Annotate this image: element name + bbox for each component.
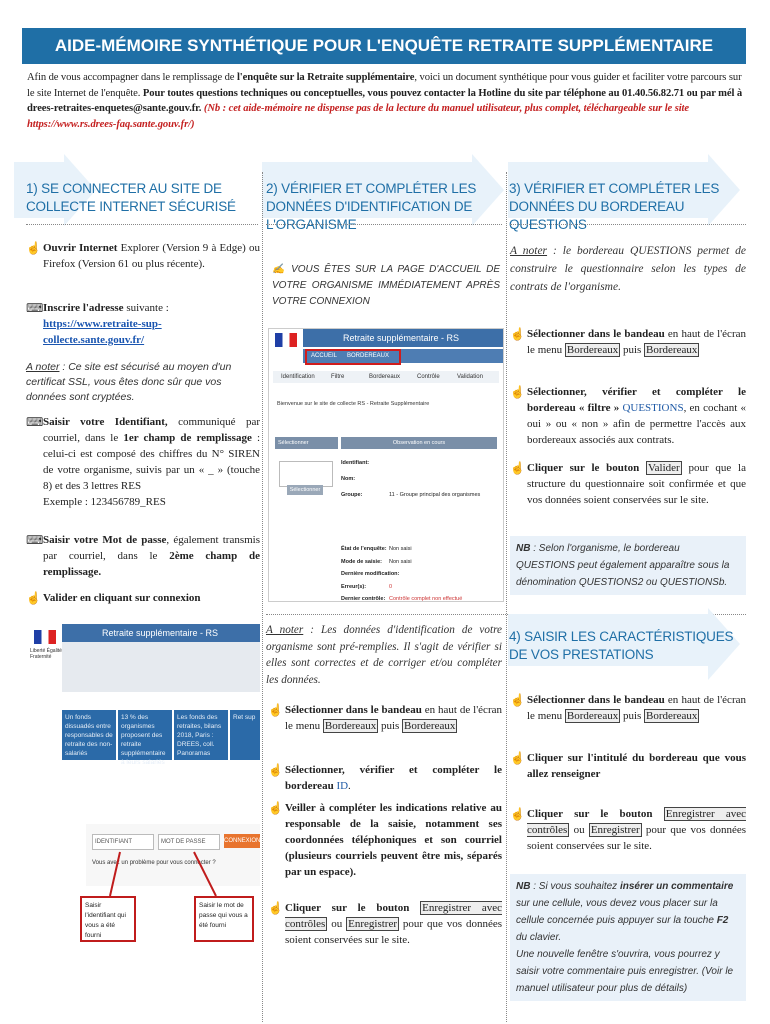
identifier-example: Exemple : 123456789_RES xyxy=(43,496,166,508)
step4-select-bold: Sélectionner dans le bandeau xyxy=(527,694,665,706)
bordereaux-menu-label: Bordereaux xyxy=(324,720,377,732)
bordereaux-submenu-label: Bordereaux xyxy=(404,720,456,732)
detail-value: Non saisi xyxy=(389,546,412,552)
step2-save xyxy=(268,900,502,948)
info-tile: Les fonds des retraites, bilans 2018, Paris : DREES, coll. Panoramas xyxy=(174,710,228,760)
step3-filter-text: , en cochant « oui » ou « non » afin de permettre l'accès aux bordereaux associés aux contrats. xyxy=(527,402,746,446)
step2-select-mid: puis xyxy=(378,720,403,732)
pointing-hand-icon: ☝ xyxy=(268,763,283,777)
section-2-rule xyxy=(266,224,502,225)
keyboard-icon: ⌨ xyxy=(26,301,44,315)
save-with-checks-label: Enregistrer avec contrôles xyxy=(285,902,503,930)
step3-select-text: en haut de l'écran le menu xyxy=(527,328,746,356)
section-2-title: 2) VÉRIFIER ET COMPLÉTER LES DONNÉES D'IDENTIFICATION DE L'ORGANISME xyxy=(266,181,477,232)
nb-label: NB xyxy=(516,881,531,892)
step2-save-or: ou xyxy=(327,918,347,930)
nb-label: NB xyxy=(516,543,531,554)
detail-row xyxy=(341,473,497,489)
step2-verify-bold: Sélectionner, vérifier et compléter le bordereau xyxy=(285,764,502,792)
step-identifier-field: 1er champ de remplissage xyxy=(123,432,252,444)
step4-click-title-bold: Cliquer sur l'intitulé du bordereau que vous allez renseigner xyxy=(527,752,746,780)
detail-label: Identifiant: xyxy=(341,460,370,466)
step2-save-text: pour que vos données soient conservées sur le site. xyxy=(285,918,503,946)
step3-validate xyxy=(510,460,746,508)
section-3-rule xyxy=(510,224,746,225)
bordereaux-menu-label: Bordereaux xyxy=(566,710,619,722)
step3-validate-text: pour que la structure du questionnaire soit confirmée et que vos données soient conservées sur le site. xyxy=(527,462,746,506)
column-divider-1 xyxy=(262,172,263,1022)
section-1-title: 1) SE CONNECTER AU SITE DE COLLECTE INTERNET SÉCURISÉ xyxy=(26,181,236,214)
home-screenshot xyxy=(268,328,504,602)
step4-save-text: pour que vos données soient conservées sur le site. xyxy=(527,824,747,852)
detail-value: 11 - Groupe principal des organismes xyxy=(389,492,481,498)
observation-details xyxy=(341,457,497,602)
login-screenshot xyxy=(26,624,260,954)
ssl-note-text: : Ce site est sécurisé au moyen d'un certificat SSL, vous êtes donc sûr que vos données sont cryptées. xyxy=(26,361,232,403)
pointing-hand-icon: ☝ xyxy=(510,693,525,707)
step-password-bold: Saisir votre Mot de passe xyxy=(43,534,167,546)
intro-nb: (Nb : cet aide-mémoire ne dispense pas de la lecture du manuel utilisateur, plus complet, téléchargeable sur le site https://www.rs.drees-faq.sante.gouv.fr/) xyxy=(27,103,690,130)
bordereau-id-label: ID xyxy=(336,780,349,792)
pointing-hand-icon: ☝ xyxy=(510,751,525,765)
step-open-browser xyxy=(26,240,260,272)
detail-value: 0 xyxy=(389,583,393,590)
detail-label: Groupe: xyxy=(341,492,363,498)
republic-flag-icon xyxy=(275,333,297,347)
select-observation-header: Sélectionner Observation xyxy=(275,437,338,449)
identifier-callout: Saisir l'identifiant qui vous a été fourni xyxy=(80,896,136,942)
detail-label: Erreur(s): xyxy=(341,583,367,590)
tab-validation[interactable]: Validation xyxy=(457,374,483,380)
step-enter-address-bold: Inscrire l'adresse xyxy=(43,302,124,314)
menu-bordereaux[interactable]: BORDEREAUX xyxy=(347,353,390,359)
intro-paragraph xyxy=(27,70,745,132)
nb-text: du clavier. xyxy=(516,932,562,943)
tab-controle[interactable]: Contrôle xyxy=(417,374,440,380)
save-label: Enregistrer xyxy=(590,824,640,836)
home-page-note xyxy=(272,262,500,310)
detail-row xyxy=(341,489,497,543)
step2-select-banner xyxy=(268,702,502,734)
detail-row xyxy=(341,556,497,569)
step2-responsible-bold: Veiller à compléter les indications relative au responsable de la saisie, notamment ses coordonnées téléphoniques et son courriel (plusieurs courriels peuvent être mis, séparés par un espace). xyxy=(285,802,502,878)
home-menu-bar xyxy=(303,349,503,363)
step3-select-mid: puis xyxy=(620,344,645,356)
column-divider-2 xyxy=(506,172,507,1022)
pointing-hand-icon: ☝ xyxy=(510,807,525,821)
detail-label: Dernière modification: xyxy=(341,571,400,577)
step4-select-mid: puis xyxy=(620,710,645,722)
step2-save-bold: Cliquer sur le bouton xyxy=(285,902,410,914)
identifier-input[interactable]: IDENTIFIANT xyxy=(92,834,154,850)
menu-highlight xyxy=(305,349,401,365)
step-password-text: , également transmis par courriel, dans le xyxy=(43,534,260,562)
step4-click-title xyxy=(510,750,746,782)
questions-note-label: A noter xyxy=(510,245,548,257)
tab-identification[interactable]: Identification xyxy=(281,374,315,380)
pointing-hand-icon: ☝ xyxy=(510,461,525,475)
pointing-hand-icon: ☝ xyxy=(268,901,283,915)
info-tile: 13 % des organismes proposent des retraite supplémentaire à leurs salariés xyxy=(118,710,172,760)
hand-writing-icon: ✍ xyxy=(272,264,287,275)
step3-select-banner xyxy=(510,326,746,358)
tab-bordereaux[interactable]: Bordereaux xyxy=(369,374,401,380)
step-identifier-text: communiqué par courriel, dans le xyxy=(43,416,260,444)
step2-responsible xyxy=(268,800,502,880)
step-identifier-bold: Saisir votre Identifiant, xyxy=(43,416,168,428)
save-label: Enregistrer xyxy=(348,918,398,930)
comment-nb xyxy=(510,874,746,1001)
pointing-hand-icon: ☝ xyxy=(268,703,283,717)
republic-motto: Liberté Égalité Fraternité xyxy=(30,648,62,660)
nb-text: : Selon l'organisme, le bordereau QUESTIONS peut également apparaître sous la dénomination QUESTIONS2 ou QUESTIONSb. xyxy=(516,543,730,588)
password-input[interactable]: MOT DE PASSE xyxy=(158,834,220,850)
step-identifier-text-2: : celui-ci est composé des chiffres du N° SIREN de votre organisme, suivis par un « _ » (touche 8) et des 3 lettres RES xyxy=(43,432,261,492)
step4-save xyxy=(510,806,746,854)
pointing-hand-icon: ☝ xyxy=(26,241,41,255)
intro-hotline: Pour toutes questions techniques ou conceptuelles, vous pouvez contacter la Hotline du site par téléphone au 01.40.56.82.71 ou par mél à drees-retraites-enquetes@sante.gouv.fr. xyxy=(27,87,743,114)
detail-value: Contrôle complet non effectué xyxy=(389,596,463,602)
ssl-note-label: A noter xyxy=(26,361,60,373)
workflow-tabs xyxy=(273,371,499,383)
keyboard-icon: ⌨ xyxy=(26,533,44,547)
intro-bold-1: l'enquête sur la Retraite supplémentaire xyxy=(236,72,415,83)
pointing-hand-icon: ☝ xyxy=(268,801,283,815)
intro-text-1: Afin de vous accompagner dans le remplissage de xyxy=(27,72,237,83)
questions-label: QUESTIONS xyxy=(622,402,684,414)
step-validate-bold: Valider en cliquant sur connexion xyxy=(43,592,201,604)
identification-note-label: A noter xyxy=(266,624,304,636)
step3-select-bold: Sélectionner dans le bandeau xyxy=(527,328,665,340)
password-callout: Saisir le mot de passe qui vous a été fourni xyxy=(194,896,254,942)
step4-select-banner xyxy=(510,692,746,724)
select-button[interactable]: Sélectionner xyxy=(287,485,323,495)
bordereaux-submenu-label: Bordereaux xyxy=(646,710,698,722)
section-3-title: 3) VÉRIFIER ET COMPLÉTER LES DONNÉES DU BORDEREAU QUESTIONS xyxy=(509,181,720,232)
step-password-field: 2ème champ de remplissage. xyxy=(43,550,260,578)
step-enter-address xyxy=(26,300,260,348)
home-app-title: Retraite supplémentaire - RS xyxy=(303,329,503,347)
step-enter-identifier xyxy=(26,414,260,510)
login-app-title: Retraite supplémentaire - RS xyxy=(62,624,260,642)
detail-row xyxy=(341,543,497,556)
connexion-button[interactable]: CONNEXION xyxy=(224,834,260,848)
step-open-browser-text: Explorer (Version 9 à Edge) ou Firefox (Version 61 ou plus récente). xyxy=(43,242,260,270)
validate-label: Valider xyxy=(647,462,680,474)
step3-questions-filter xyxy=(510,384,746,448)
questions-note xyxy=(510,242,746,296)
detail-label: Mode de saisie: xyxy=(341,558,382,565)
detail-row xyxy=(341,457,497,473)
home-welcome: Bienvenue sur le site de collecte RS - Retraite Supplémentaire xyxy=(277,401,430,407)
menu-accueil[interactable]: ACCUEIL xyxy=(311,353,338,359)
intro-text-2: , voici un document synthétique pour vous guider et faciliter votre parcours sur le site Internet de l'enquête. xyxy=(27,72,742,99)
current-observation-header: Observation en cours xyxy=(341,437,497,449)
bordereaux-submenu-label: Bordereaux xyxy=(646,344,698,356)
questions-note-text: : le bordereau QUESTIONS permet de construire le questionnaire selon les types de contrats de l'organisme. xyxy=(510,245,747,293)
pointing-hand-icon: ☝ xyxy=(510,385,525,399)
questions-variant-nb xyxy=(510,536,746,595)
callout-arrows xyxy=(26,624,260,954)
step-validate xyxy=(26,590,260,606)
step4-save-or: ou xyxy=(569,824,589,836)
step3-validate-bold: Cliquer sur le bouton xyxy=(527,462,640,474)
step3-filter-bold: Sélectionner, vérifier et compléter le bordereau « filtre » xyxy=(527,386,746,414)
section-4-title: 4) SAISIR LES CARACTÉRISTIQUES DE VOS PRESTATIONS xyxy=(509,629,734,662)
step2-select-bold: Sélectionner dans le bandeau xyxy=(285,704,422,716)
step-enter-password xyxy=(26,532,260,580)
observation-select[interactable] xyxy=(279,461,333,487)
keyboard-icon: ⌨ xyxy=(26,415,44,429)
bordereaux-menu-label: Bordereaux xyxy=(566,344,619,356)
f2-key-label: F2 xyxy=(716,915,729,926)
identification-note xyxy=(266,622,502,688)
info-tile: Un fonds dissuadés entre responsables de retraite des non-salariés xyxy=(62,710,116,760)
step-open-browser-bold: Ouvrir Internet xyxy=(43,242,118,254)
pointing-hand-icon: ☝ xyxy=(26,591,41,605)
login-help-link[interactable]: Vous avez un problème pour vous connecter ? xyxy=(92,860,216,866)
step2-verify-id: ☝ Sélectionner, vérifier et compléter le bordereau ID. xyxy=(268,763,502,792)
step4-select-text: en haut de l'écran le menu xyxy=(527,694,746,722)
save-with-checks-label: Enregistrer avec contrôles xyxy=(527,808,746,836)
info-tile: Ret sup xyxy=(230,710,260,760)
page-title: AIDE-MÉMOIRE SYNTHÉTIQUE POUR L'ENQUÊTE RETRAITE SUPPLÉMENTAIRE xyxy=(22,28,746,64)
detail-value: Non saisi xyxy=(389,558,412,565)
nb-bold: insérer un commentaire xyxy=(619,881,734,892)
tab-filtre[interactable]: Filtre xyxy=(331,374,345,380)
detail-label: Nom: xyxy=(341,476,356,482)
detail-label: Dernier contrôle: xyxy=(341,596,386,602)
nb-text: : Si vous souhaitez xyxy=(530,881,620,892)
detail-label: État de l'enquête: xyxy=(341,546,387,552)
ssl-note xyxy=(26,360,260,405)
collect-site-link[interactable]: https://www.retraite-sup-collecte.sante.gouv.fr/ xyxy=(43,318,162,346)
home-page-note-text: VOUS ÊTES SUR LA PAGE D'ACCUEIL DE VOTRE ORGANISME IMMÉDIATEMENT APRÈS VOTRE CONNEXION xyxy=(272,264,501,307)
detail-row xyxy=(341,568,497,581)
identification-note-text: : Les données d'identification de votre organisme sont pré-remplies. Il s'agit de vérifier si elles sont correctes et de corriger et/ou compléter les données. xyxy=(266,624,503,686)
detail-row xyxy=(341,581,497,594)
step2-select-text: en haut de l'écran le menu xyxy=(285,704,502,732)
nb-text: sur une cellule, vous devez vous placer sur la cellule concernée puis appuyer sur la touche xyxy=(516,898,718,926)
section-1-rule xyxy=(26,224,258,225)
step-enter-address-text: suivante : xyxy=(123,302,169,314)
detail-row xyxy=(341,593,497,602)
pointing-hand-icon: ☝ xyxy=(510,327,525,341)
nb-text: Une nouvelle fenêtre s'ouvrira, vous pourrez y saisir votre commentaire puis enregistrer. (Voir le manuel utilisateur pour plus de détails) xyxy=(516,949,734,994)
step4-save-bold: Cliquer sur le bouton xyxy=(527,808,653,820)
